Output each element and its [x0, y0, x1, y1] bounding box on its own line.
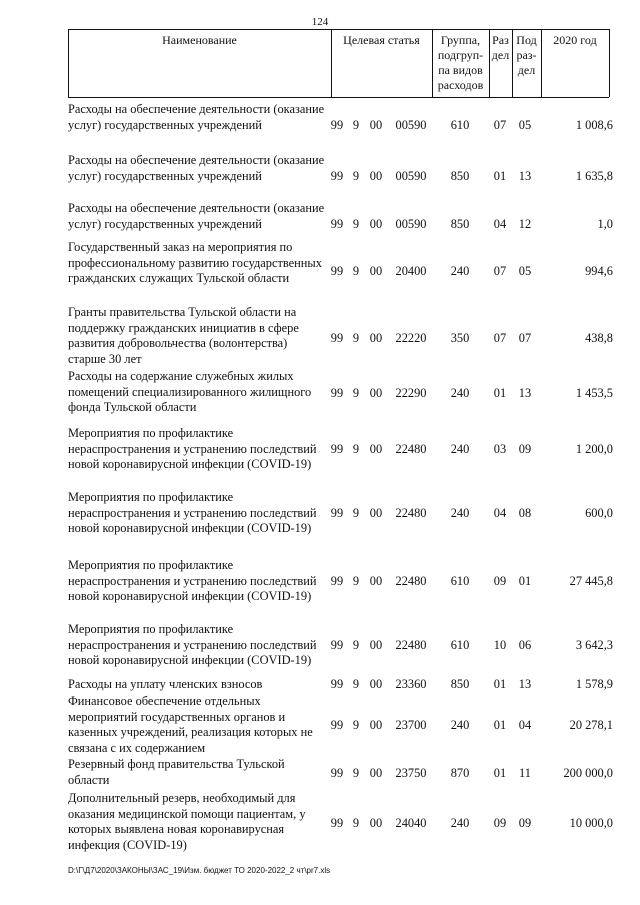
row-subsection: 04 — [518, 718, 532, 732]
row-c3: 00 — [369, 638, 383, 652]
row-name: Государственный заказ на мероприятия по профессиональному развитию государственных гражданских служащих Тульской области — [68, 240, 322, 285]
row-c3: 00 — [369, 386, 383, 400]
row-group: 610 — [450, 118, 470, 132]
row-name: Финансовое обеспечение отдельных мероприятий государственных органов и казенных учреждений, реализация которых не связана с их содержанием — [68, 694, 313, 755]
row-sum: 438,8 — [585, 331, 613, 345]
row-c3: 00 — [369, 217, 383, 231]
row-name: Расходы на обеспечение деятельности (оказание услуг) государственных учреждений — [68, 102, 325, 132]
row-sum: 1 200,0 — [575, 442, 613, 456]
row-sum: 1 578,9 — [575, 677, 613, 691]
row-c2: 9 — [352, 217, 360, 231]
table-header — [68, 29, 609, 97]
row-c3: 00 — [369, 677, 383, 691]
row-c2: 9 — [352, 574, 360, 588]
row-subsection: 01 — [518, 574, 532, 588]
row-section: 01 — [493, 766, 507, 780]
file-path-footer: D:\Г\Д7\2020\ЗАКОНЫ\ЗАС_19\Изм. бюджет ТО 2020-2022_2 чт\pr7.xls — [68, 866, 331, 875]
row-sum: 1 635,8 — [575, 169, 613, 183]
row-c4: 22480 — [395, 574, 427, 588]
row-group: 610 — [450, 638, 470, 652]
row-c4: 23360 — [395, 677, 427, 691]
row-section: 01 — [493, 169, 507, 183]
row-c4: 24040 — [395, 816, 427, 830]
row-sum: 994,6 — [585, 264, 613, 278]
row-c3: 00 — [369, 506, 383, 520]
row-section: 09 — [493, 574, 507, 588]
row-sum: 27 445,8 — [569, 574, 613, 588]
row-c2: 9 — [352, 677, 360, 691]
header-divider — [609, 29, 610, 97]
row-c2: 9 — [352, 331, 360, 345]
row-c2: 9 — [352, 442, 360, 456]
row-c1: 99 — [330, 217, 344, 231]
row-sum: 1,0 — [597, 217, 613, 231]
row-c1: 99 — [330, 677, 344, 691]
row-c2: 9 — [352, 386, 360, 400]
row-c3: 00 — [369, 442, 383, 456]
row-c4: 22480 — [395, 442, 427, 456]
row-name: Резервный фонд правительства Тульской области — [68, 757, 285, 787]
row-subsection: 08 — [518, 506, 532, 520]
row-c1: 99 — [330, 718, 344, 732]
row-c1: 99 — [330, 264, 344, 278]
header-bottom-line — [68, 97, 609, 98]
row-name: Мероприятия по профилактике нераспространения и устранению последствий новой коронавирусной инфекции (COVID-19) — [68, 622, 317, 667]
row-c1: 99 — [330, 638, 344, 652]
row-subsection: 13 — [518, 677, 532, 691]
row-sum: 1 453,5 — [575, 386, 613, 400]
row-c4: 20400 — [395, 264, 427, 278]
row-c3: 00 — [369, 574, 383, 588]
row-group: 850 — [450, 217, 470, 231]
row-name: Мероприятия по профилактике нераспространения и устранению последствий новой коронавирусной инфекции (COVID-19) — [68, 558, 317, 603]
row-c1: 99 — [330, 442, 344, 456]
row-subsection: 05 — [518, 264, 532, 278]
row-c1: 99 — [330, 118, 344, 132]
row-name: Мероприятия по профилактике нераспространения и устранению последствий новой коронавирусной инфекции (COVID-19) — [68, 426, 317, 471]
row-group: 850 — [450, 677, 470, 691]
row-sum: 600,0 — [585, 506, 613, 520]
row-c3: 00 — [369, 331, 383, 345]
row-c4: 00590 — [395, 118, 427, 132]
row-sum: 3 642,3 — [575, 638, 613, 652]
row-c4: 23750 — [395, 766, 427, 780]
row-subsection: 06 — [518, 638, 532, 652]
header-target: Целевая статья — [343, 33, 420, 47]
row-section: 03 — [493, 442, 507, 456]
row-c4: 22220 — [395, 331, 427, 345]
row-c3: 00 — [369, 169, 383, 183]
row-c2: 9 — [352, 169, 360, 183]
row-c4: 22290 — [395, 386, 427, 400]
header-name: Наименование — [162, 33, 237, 47]
row-c1: 99 — [330, 506, 344, 520]
row-group: 850 — [450, 169, 470, 183]
row-sum: 200 000,0 — [563, 766, 613, 780]
row-c3: 00 — [369, 766, 383, 780]
row-name: Расходы на обеспечение деятельности (оказание услуг) государственных учреждений — [68, 201, 325, 231]
header-section: Раз дел — [491, 33, 510, 62]
row-section: 07 — [493, 264, 507, 278]
row-c1: 99 — [330, 766, 344, 780]
row-section: 04 — [493, 506, 507, 520]
row-subsection: 07 — [518, 331, 532, 345]
row-name: Дополнительный резерв, необходимый для оказания медицинской помощи пациентам, у которых выявлена новая коронавирусная инфекция (COVID-19) — [68, 791, 306, 852]
row-group: 240 — [450, 816, 470, 830]
header-group: Группа, подгруп- па видов расходов — [437, 33, 484, 92]
row-section: 01 — [493, 386, 507, 400]
row-c2: 9 — [352, 638, 360, 652]
row-c1: 99 — [330, 386, 344, 400]
row-c4: 00590 — [395, 217, 427, 231]
row-name: Гранты правительства Тульской области на поддержку гражданских инициатив в сфере развития добровольчества (волонтерства) старше 30 лет — [68, 305, 299, 366]
row-c2: 9 — [352, 816, 360, 830]
row-c2: 9 — [352, 506, 360, 520]
row-c3: 00 — [369, 264, 383, 278]
row-c1: 99 — [330, 574, 344, 588]
page-number: 124 — [311, 16, 329, 28]
row-section: 01 — [493, 718, 507, 732]
row-c1: 99 — [330, 169, 344, 183]
row-c1: 99 — [330, 331, 344, 345]
row-name: Мероприятия по профилактике нераспространения и устранению последствий новой коронавирусной инфекции (COVID-19) — [68, 490, 317, 535]
header-year: 2020 год — [553, 33, 597, 47]
row-c4: 23700 — [395, 718, 427, 732]
row-c3: 00 — [369, 718, 383, 732]
row-subsection: 11 — [519, 766, 531, 780]
row-section: 07 — [493, 118, 507, 132]
row-sum: 20 278,1 — [569, 718, 613, 732]
row-sum: 1 008,6 — [575, 118, 613, 132]
row-c2: 9 — [352, 766, 360, 780]
row-group: 350 — [450, 331, 470, 345]
row-c3: 00 — [369, 816, 383, 830]
row-subsection: 05 — [518, 118, 532, 132]
row-c4: 00590 — [395, 169, 427, 183]
row-name: Расходы на уплату членских взносов — [68, 677, 263, 691]
row-subsection: 09 — [518, 442, 532, 456]
row-c3: 00 — [369, 118, 383, 132]
row-section: 10 — [493, 638, 507, 652]
row-group: 240 — [450, 718, 470, 732]
row-c2: 9 — [352, 118, 360, 132]
row-group: 240 — [450, 506, 470, 520]
row-name: Расходы на содержание служебных жилых помещений специализированного жилищного фонда Тульской области — [68, 369, 312, 414]
row-subsection: 12 — [518, 217, 532, 231]
row-name: Расходы на обеспечение деятельности (оказание услуг) государственных учреждений — [68, 153, 325, 183]
header-subsection: Под раз- дел — [516, 33, 537, 77]
row-section: 09 — [493, 816, 507, 830]
row-sum: 10 000,0 — [569, 816, 613, 830]
row-c4: 22480 — [395, 506, 427, 520]
row-group: 240 — [450, 264, 470, 278]
row-group: 610 — [450, 574, 470, 588]
row-subsection: 13 — [518, 386, 532, 400]
row-c2: 9 — [352, 264, 360, 278]
row-c1: 99 — [330, 816, 344, 830]
row-c4: 22480 — [395, 638, 427, 652]
row-subsection: 09 — [518, 816, 532, 830]
row-subsection: 13 — [518, 169, 532, 183]
row-section: 04 — [493, 217, 507, 231]
row-group: 240 — [450, 386, 470, 400]
row-group: 870 — [450, 766, 470, 780]
row-section: 07 — [493, 331, 507, 345]
row-group: 240 — [450, 442, 470, 456]
row-c2: 9 — [352, 718, 360, 732]
row-section: 01 — [493, 677, 507, 691]
